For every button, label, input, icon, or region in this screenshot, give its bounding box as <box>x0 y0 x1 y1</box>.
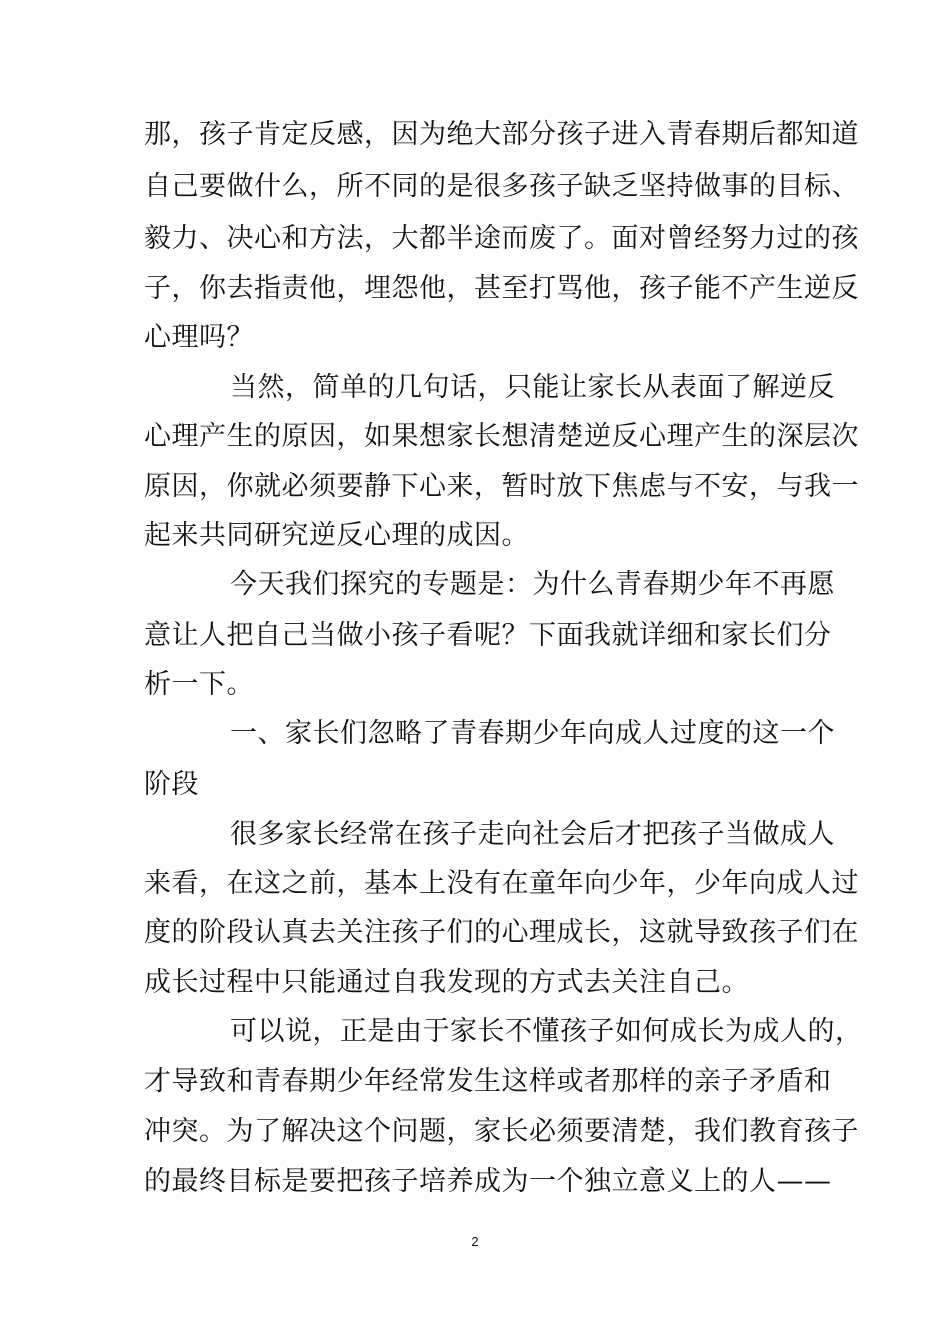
section-heading: 一、家长们忽略了青春期少年向成人过度的这一个 <box>230 718 835 749</box>
text-line: 意让人把自己当做小孩子看呢？下面我就详细和家长们分 <box>144 620 832 651</box>
text-line: 析一下。 <box>144 669 254 700</box>
text-line: 来看，在这之前，基本上没有在童年向少年，少年向成人过 <box>144 868 859 899</box>
text-line: 那，孩子肯定反感，因为绝大部分孩子进入青春期后都知道 <box>144 119 859 150</box>
page-number: 2 <box>471 1234 479 1249</box>
text-line: 当然，简单的几句话，只能让家长从表面了解逆反 <box>230 372 835 403</box>
text-line: 冲突。为了解决这个问题，家长必须要清楚，我们教育孩子 <box>144 1116 859 1147</box>
text-line: 今天我们探究的专题是：为什么青春期少年不再愿 <box>230 569 835 600</box>
text-line: 很多家长经常在孩子走向社会后才把孩子当做成人 <box>230 819 835 850</box>
section-heading: 阶段 <box>144 769 199 800</box>
text-line: 子，你去指责他，埋怨他，甚至打骂他，孩子能不产生逆反 <box>144 273 859 304</box>
text-line: 心理吗？ <box>144 322 254 353</box>
text-line: 度的阶段认真去关注孩子们的心理成长，这就导致孩子们在 <box>144 917 859 948</box>
text-line: 起来共同研究逆反心理的成因。 <box>144 520 529 551</box>
text-line: 毅力、决心和方法，大都半途而废了。面对曾经努力过的孩 <box>144 223 859 254</box>
text-line: 成长过程中只能通过自我发现的方式去关注自己。 <box>144 967 749 998</box>
text-line: 原因，你就必须要静下心来，暂时放下焦虑与不安，与我一 <box>144 471 859 502</box>
text-line: 自己要做什么，所不同的是很多孩子缺乏坚持做事的目标、 <box>144 171 859 202</box>
text-line: 可以说，正是由于家长不懂孩子如何成长为成人的， <box>230 1016 863 1047</box>
text-line: 的最终目标是要把孩子培养成为一个独立意义上的人—— <box>144 1166 832 1197</box>
text-line: 心理产生的原因，如果想家长想清楚逆反心理产生的深层次 <box>144 421 859 452</box>
text-line: 才导致和青春期少年经常发生这样或者那样的亲子矛盾和 <box>144 1066 832 1097</box>
